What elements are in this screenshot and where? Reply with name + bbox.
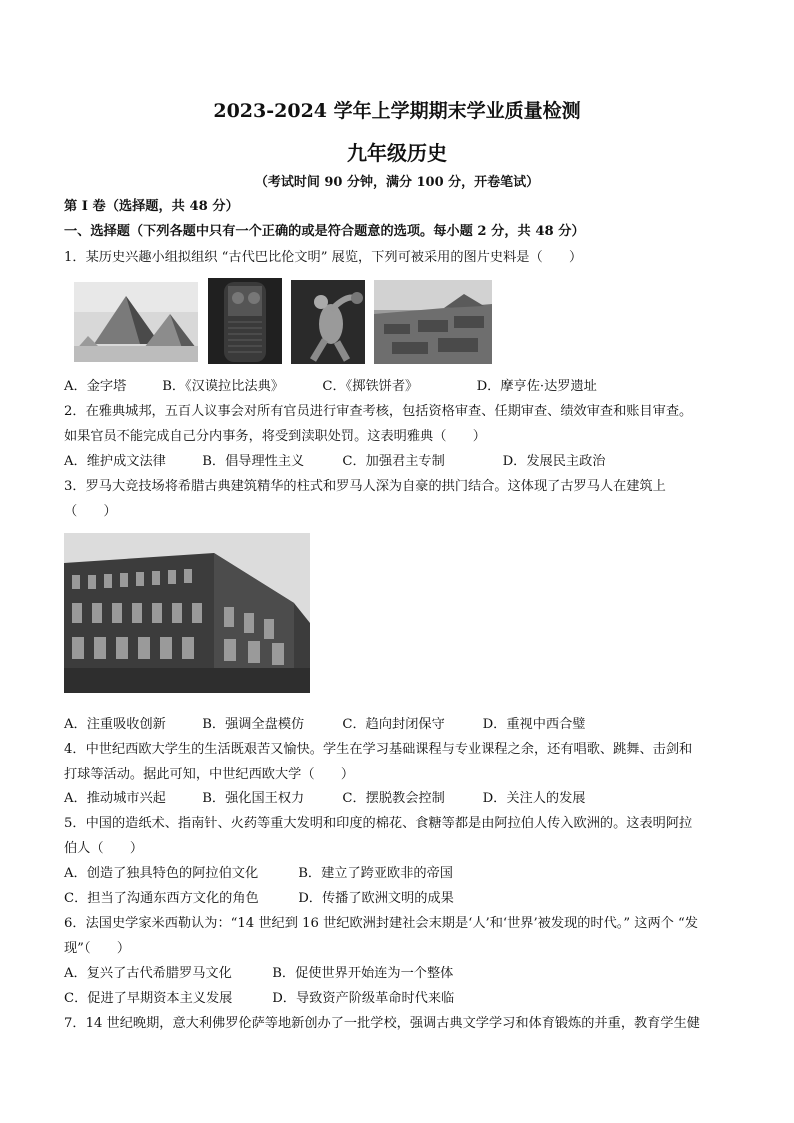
q2-options	[64, 453, 606, 471]
q6-options-row1	[64, 965, 453, 983]
q3-options	[64, 716, 586, 734]
exam-note: （考试时间 90 分钟，满分 100 分，开卷笔试）	[254, 175, 540, 190]
q6-option-c[interactable]: C．促进了早期资本主义发展	[64, 991, 233, 1006]
q5-stem-line2: 伯人（ ）	[64, 841, 144, 856]
q3-stem-line2: （ ）	[64, 504, 117, 519]
exam-subtitle: 九年级历史	[347, 141, 447, 165]
q3-option-d[interactable]: D．重视中西合璧	[482, 717, 586, 732]
q6-option-b[interactable]: B．促使世界开始连为一个整体	[272, 966, 454, 981]
q4-option-d[interactable]: D．关注人的发展	[482, 791, 586, 806]
q2-stem-line2: 如果官员不能完成自己分内事务，将受到渎职处罚。这表明雅典（ ）	[64, 429, 486, 444]
q5-options-row1	[64, 865, 453, 883]
q5-options-row2	[64, 890, 454, 908]
q1-stem: 1．某历史兴趣小组拟组织 “古代巴比伦文明” 展览，下列可被采用的图片史料是（ ）	[64, 250, 583, 265]
q3-option-a[interactable]: A．注重吸收创新	[64, 717, 166, 732]
q2-option-c[interactable]: C．加强君主专制	[342, 454, 445, 469]
q4-option-c[interactable]: C．摆脱教会控制	[342, 791, 445, 806]
q4-stem-line1: 4．中世纪西欧大学生的生活既艰苦又愉快。学生在学习基础课程与专业课程之余，还有唱歌、跳舞、击剑和	[64, 742, 693, 757]
q5-option-b[interactable]: B．建立了跨亚欧非的帝国	[298, 866, 453, 881]
q5-option-a[interactable]: A．创造了独具特色的阿拉伯文化	[64, 866, 259, 881]
q6-options-row2	[64, 990, 454, 1008]
part-heading: 一、选择题（下列各题中只有一个正确的或是符合题意的选项。每小题 2 分，共 48 分）	[64, 224, 585, 239]
q4-options	[64, 790, 586, 808]
q3-option-c[interactable]: C．趋向封闭保守	[342, 717, 445, 732]
pyramid-image	[74, 282, 198, 362]
q6-option-d[interactable]: D．导致资产阶级革命时代来临	[272, 991, 455, 1006]
volume-heading: 第 I 卷（选择题，共 48 分）	[64, 199, 239, 214]
q2-option-d[interactable]: D．发展民主政治	[502, 454, 606, 469]
q6-stem-line1: 6．法国史学家米西勒认为：“14 世纪到 16 世纪欧洲封建社会末期是‘人’和‘世界’被发现的时代。” 这两个 “发	[64, 916, 698, 931]
hammurabi-code-image	[208, 278, 282, 364]
q5-stem-line1: 5．中国的造纸术、指南针、火药等重大发明和印度的棉花、食糖等都是由阿拉伯人传入欧洲的。这表明阿拉	[64, 816, 693, 831]
exam-title: 2023-2024 学年上学期期末学业质量检测	[213, 100, 581, 122]
q5-option-d[interactable]: D．传播了欧洲文明的成果	[298, 891, 454, 906]
q6-stem-line2: 现”（ ）	[64, 941, 131, 956]
colosseum-image	[64, 533, 310, 693]
q1-option-d[interactable]: D．摩亨佐·达罗遗址	[476, 379, 597, 394]
mohenjo-daro-image	[374, 280, 492, 364]
q2-option-b[interactable]: B．倡导理性主义	[202, 454, 305, 469]
q1-option-c[interactable]: C．《掷铁饼者》	[322, 379, 419, 394]
q3-stem-line1: 3．罗马大竞技场将希腊古典建筑精华的柱式和罗马人深为自豪的拱门结合。这体现了古罗马人在建筑上	[64, 479, 666, 494]
q6-option-a[interactable]: A．复兴了古代希腊罗马文化	[64, 966, 232, 981]
q1-option-a[interactable]: A．金字塔	[64, 379, 127, 394]
q5-option-c[interactable]: C．担当了沟通东西方文化的角色	[64, 891, 259, 906]
discobolus-image	[291, 280, 365, 364]
q4-option-a[interactable]: A．推动城市兴起	[64, 791, 166, 806]
q4-stem-line2: 打球等活动。据此可知，中世纪西欧大学（ ）	[64, 767, 355, 782]
q2-stem-line1: 2．在雅典城邦，五百人议事会对所有官员进行审查考核，包括资格审查、任期审查、绩效审查和账目审查。	[64, 404, 693, 419]
q3-option-b[interactable]: B．强调全盘模仿	[202, 717, 305, 732]
q1-options	[64, 378, 597, 396]
q1-option-b[interactable]: B．《汉谟拉比法典》	[162, 379, 284, 394]
q2-option-a[interactable]: A．维护成文法律	[64, 454, 166, 469]
q4-option-b[interactable]: B．强化国王权力	[202, 791, 305, 806]
q7-stem-line1: 7．14 世纪晚期，意大利佛罗伦萨等地新创办了一批学校，强调古典文学学习和体育锻炼的并重，教育学生健	[64, 1016, 700, 1031]
